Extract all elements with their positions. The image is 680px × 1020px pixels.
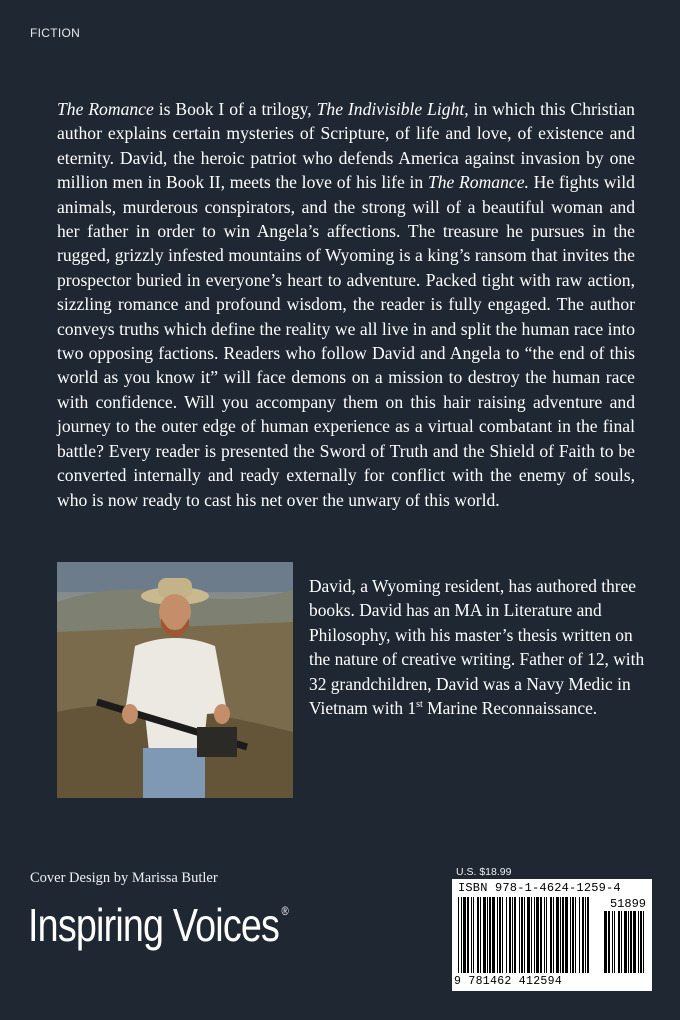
back-cover-blurb: The Romance is Book I of a trilogy, The Indivisible Light, in which this Christian author explains certain mysteries of Scripture, of life and love, of existence and eternity. David, the heroic patriot who defends America against invasion by one million men in Book II, meets the love of his life in The Romance. He fights wild animals, murderous conspirators, and the strong will of a beautiful woman and her father in order to win Angela’s affections. The treasure he pursues in the rugged, grizzly infested mountains of Wyoming is a king’s ransom that invites the prospector buried in everyone’s heart to adventure. Packed tight with raw action, sizzling romance and profound wisdom, the reader is fully engaged. The author conveys truths which define the reality we all live in and split the human race into two opposing factions. Readers who follow David and Angela to “the end of this world as you know it” will face demons on a mission to destroy the human race with confidence. Will you accompany them on this hair raising adventure and journey to the outer edge of human experience as a virtual combatant in the final battle? Every reader is presented the Sword of Truth and the Shield of Faith to be converted internally and ready externally for conflict with the enemy of souls, who is now ready to cast his net over the unwary of this world. [57, 99, 635, 510]
genre-label: FICTION [30, 26, 81, 40]
registered-mark: ® [281, 904, 288, 918]
ean-bars [456, 897, 596, 975]
price-code: 51899 [609, 897, 646, 911]
book-title: The Romance [57, 99, 154, 119]
isbn-label: ISBN 978-1-4624-1259-4 [458, 881, 621, 895]
author-bio: David, a Wyoming resident, has authored three books. David has an MA in Literature and Philosophy, with his master’s thesis written on the nature of creative writing. Father of 12, with 32 grandchildren, David was a Navy Medic in Vietnam with 1st Marine Reconnaissance. [309, 576, 645, 719]
book-title-2: The Romance. [427, 172, 529, 193]
author-photo [57, 562, 293, 798]
price-label: U.S. $18.99 [456, 866, 512, 878]
addon-bars [602, 911, 648, 975]
isbn-digits: 9 781462 412594 [454, 975, 563, 988]
isbn-barcode [452, 879, 652, 991]
publisher-logo: Inspiring Voices ® [28, 899, 288, 951]
trilogy-title: The Indivisible Light, [316, 99, 469, 119]
cover-design-credit: Cover Design by Marissa Butler [30, 870, 218, 886]
